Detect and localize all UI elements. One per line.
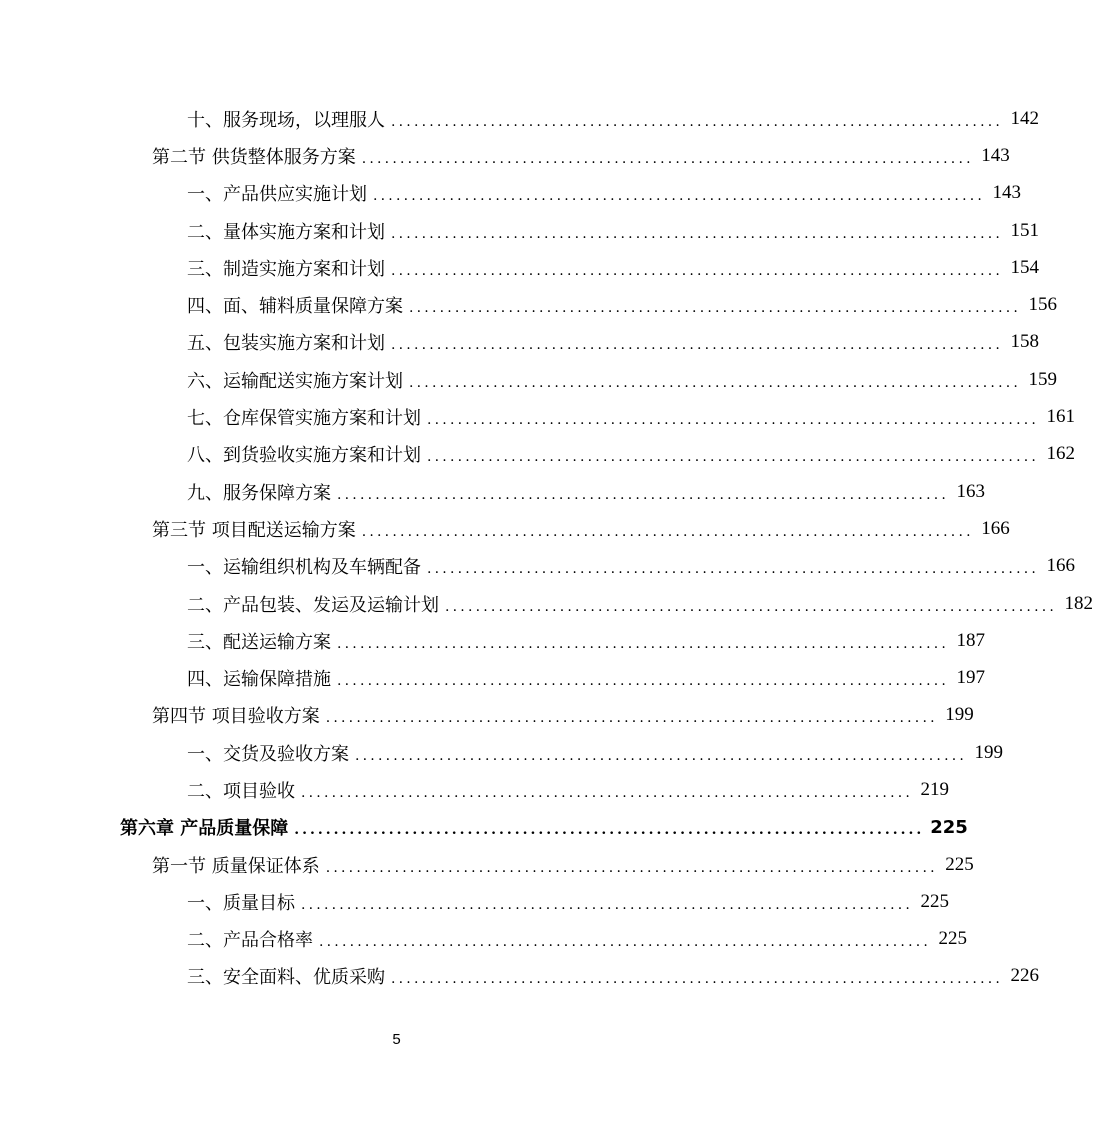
toc-entry-page-number: 162 xyxy=(1046,443,1076,465)
dot-leader: ................................................................................ xyxy=(337,635,950,652)
toc-entry-page-number: 156 xyxy=(1028,294,1058,316)
dot-leader: ................................................................................ xyxy=(301,896,914,913)
toc-entry-page-number: 226 xyxy=(1010,965,1040,987)
toc-subsection-entry[interactable] xyxy=(0,958,1040,995)
toc-entry-label: 二、项目验收 xyxy=(187,780,295,802)
toc-entry-label: 第一节 质量保证体系 xyxy=(152,855,320,877)
dot-leader: ................................................................................ xyxy=(427,449,1040,466)
toc-entry-label: 一、质量目标 xyxy=(187,892,295,914)
dot-leader: ................................................................................ xyxy=(325,859,938,876)
toc-subsection-entry[interactable] xyxy=(0,436,1076,473)
toc-entry-label: 五、包装实施方案和计划 xyxy=(187,333,385,355)
dot-leader: ................................................................................ xyxy=(361,523,974,540)
toc-subsection-entry[interactable] xyxy=(0,249,1040,286)
toc-entry-label: 九、服务保障方案 xyxy=(187,482,331,504)
toc-entry-page-number: 187 xyxy=(956,629,986,651)
toc-section-entry[interactable] xyxy=(0,697,974,734)
toc-subsection-entry[interactable] xyxy=(0,734,1004,771)
toc-entry-page-number: 182 xyxy=(1064,592,1093,614)
toc-entry-label: 二、产品包装、发运及运输计划 xyxy=(187,594,439,616)
toc-entry-page-number: 151 xyxy=(1010,219,1040,241)
dot-leader: ................................................................................ xyxy=(355,747,968,764)
toc-entry-label: 三、配送运输方案 xyxy=(187,631,331,653)
dot-leader: ................................................................................ xyxy=(319,934,932,951)
dot-leader: ................................................................................ xyxy=(391,113,1004,130)
dot-leader: ................................................................................ xyxy=(445,598,1058,615)
toc-entry-label: 第四节 项目验收方案 xyxy=(152,706,320,728)
toc-subsection-entry[interactable] xyxy=(0,100,1040,137)
toc-entry-label: 第六章 产品质量保障 xyxy=(120,818,289,840)
dot-leader: ................................................................................ xyxy=(361,150,974,167)
toc-entry-label: 八、到货验收实施方案和计划 xyxy=(187,445,421,467)
toc-entry-label: 一、运输组织机构及车辆配备 xyxy=(187,557,421,579)
toc-entry-page-number: 199 xyxy=(974,741,1004,763)
toc-entry-page-number: 197 xyxy=(956,667,986,689)
toc-subsection-entry[interactable] xyxy=(0,286,1058,323)
toc-entry-page-number: 142 xyxy=(1010,107,1040,129)
toc-entry-page-number: 143 xyxy=(981,144,1010,166)
toc-subsection-entry[interactable] xyxy=(0,622,986,659)
dot-leader: ................................................................................ xyxy=(427,561,1040,578)
toc-entry-page-number: 163 xyxy=(956,480,986,502)
toc-entry-label: 四、运输保障措施 xyxy=(187,669,331,691)
toc-subsection-entry[interactable] xyxy=(0,659,986,696)
toc-entry-label: 三、制造实施方案和计划 xyxy=(187,258,385,280)
toc-entry-page-number: 225 xyxy=(945,853,974,875)
toc-entry-page-number: 199 xyxy=(945,704,974,726)
toc-entry-label: 二、产品合格率 xyxy=(187,930,313,952)
toc-entry-page-number: 166 xyxy=(1046,555,1076,577)
toc-subsection-entry[interactable] xyxy=(0,921,968,958)
dot-leader: ................................................................................ xyxy=(409,300,1022,317)
dot-leader: ................................................................................ xyxy=(325,710,938,727)
dot-leader: ................................................................................ xyxy=(427,412,1040,429)
toc-section-entry[interactable] xyxy=(0,510,1010,547)
toc-subsection-entry[interactable] xyxy=(0,585,1093,622)
dot-leader: ................................................................................ xyxy=(373,188,986,205)
toc-entry-page-number: 154 xyxy=(1010,256,1040,278)
toc-entry-label: 三、安全面料、优质采购 xyxy=(187,967,385,989)
dot-leader: ................................................................................ xyxy=(391,971,1004,988)
toc-entry-page-number: 159 xyxy=(1028,368,1058,390)
toc-entry-page-number: 225 xyxy=(938,928,968,950)
toc-entry-page-number: 161 xyxy=(1046,406,1076,428)
dot-leader: ................................................................................ xyxy=(294,822,925,839)
toc-subsection-entry[interactable] xyxy=(0,883,950,920)
toc-subsection-entry[interactable] xyxy=(0,398,1076,435)
toc-section-entry[interactable] xyxy=(0,137,1010,174)
toc-entry-page-number: 158 xyxy=(1010,331,1040,353)
dot-leader: ................................................................................ xyxy=(409,374,1022,391)
toc-subsection-entry[interactable] xyxy=(0,175,1022,212)
toc-entry-label: 六、运输配送实施方案计划 xyxy=(187,370,403,392)
toc-entry-label: 第二节 供货整体服务方案 xyxy=(152,146,356,168)
toc-entry-label: 一、产品供应实施计划 xyxy=(187,184,367,206)
toc-entry-page-number: 219 xyxy=(920,778,950,800)
toc-entry-label: 一、交货及验收方案 xyxy=(187,743,349,765)
toc-entry-page-number: 143 xyxy=(992,182,1022,204)
toc-subsection-entry[interactable] xyxy=(0,771,950,808)
toc-entry-page-number: 225 xyxy=(920,890,950,912)
toc-subsection-entry[interactable] xyxy=(0,473,986,510)
toc-entry-label: 四、面、辅料质量保障方案 xyxy=(187,296,403,318)
toc-chapter-entry[interactable] xyxy=(0,809,968,846)
toc-entry-page-number: 225 xyxy=(930,816,968,838)
table-of-contents xyxy=(0,100,1093,995)
dot-leader: ................................................................................ xyxy=(301,784,914,801)
dot-leader: ................................................................................ xyxy=(391,337,1004,354)
dot-leader: ................................................................................ xyxy=(391,225,1004,242)
toc-entry-label: 七、仓库保管实施方案和计划 xyxy=(187,408,421,430)
toc-subsection-entry[interactable] xyxy=(0,324,1040,361)
page-number: 5 xyxy=(392,1031,401,1048)
dot-leader: ................................................................................ xyxy=(391,262,1004,279)
toc-section-entry[interactable] xyxy=(0,846,974,883)
toc-subsection-entry[interactable] xyxy=(0,548,1076,585)
dot-leader: ................................................................................ xyxy=(337,673,950,690)
toc-entry-label: 十、服务现场，以理服人 xyxy=(187,109,385,131)
toc-entry-label: 第三节 项目配送运输方案 xyxy=(152,519,356,541)
toc-entry-label: 二、量体实施方案和计划 xyxy=(187,221,385,243)
toc-entry-page-number: 166 xyxy=(981,517,1010,539)
toc-subsection-entry[interactable] xyxy=(0,212,1040,249)
toc-subsection-entry[interactable] xyxy=(0,361,1058,398)
dot-leader: ................................................................................ xyxy=(337,486,950,503)
